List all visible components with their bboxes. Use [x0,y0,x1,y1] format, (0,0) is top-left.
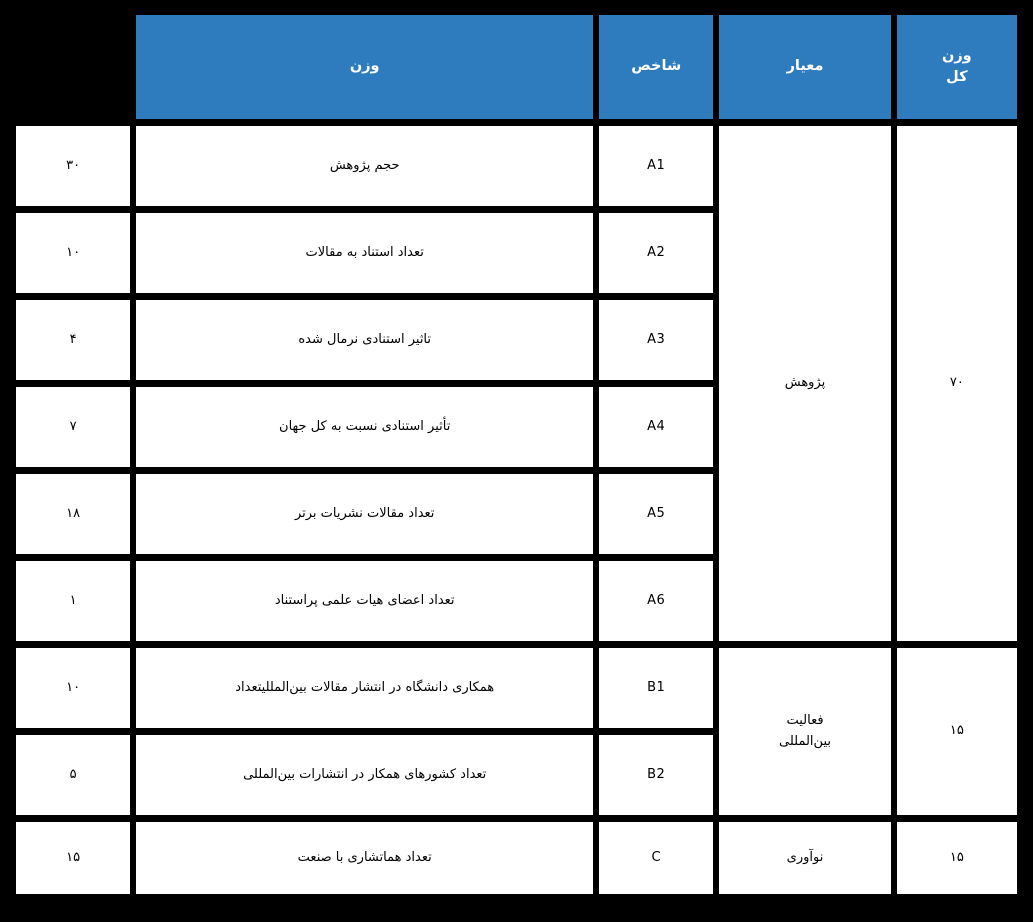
table-header [16,15,1017,119]
index-code: A6 [599,561,713,641]
index-code: B2 [599,735,713,815]
group-criterion-line2: بین‌المللی [779,733,831,749]
table-header-row [16,15,1017,119]
index-title: حجم پژوهش [136,126,593,206]
index-title: تعداد استناد به مقالات [136,213,593,293]
table-row [16,822,1017,894]
index-code: A5 [599,474,713,554]
group-criterion-line1: نوآوری [786,849,824,865]
group-total-weight: ۱۵ [897,648,1017,815]
index-code: A1 [599,126,713,206]
index-title: تأثیر استنادی نسبت به کل جهان [136,387,593,467]
index-title: تعداد مقالات نشریات برتر [136,474,593,554]
index-weight: ۴ [16,300,130,380]
index-weight: ۱۰ [16,213,130,293]
index-code: A3 [599,300,713,380]
criteria-weights-table [10,8,1023,901]
column-header-weight: وزن [136,15,593,119]
column-header-index: شاخص [599,15,713,119]
index-code: A2 [599,213,713,293]
group-criterion-label [719,126,890,641]
column-header-total-weight-line2: کل [946,69,968,85]
index-weight: ۷ [16,387,130,467]
group-criterion-label [719,822,890,894]
index-weight: ۱۵ [16,822,130,894]
table-body [16,126,1017,894]
group-total-weight: ۱۵ [897,822,1017,894]
index-code: B1 [599,648,713,728]
index-title: تاثیر استنادی نرمال شده [136,300,593,380]
group-criterion-line1: فعالیت [786,713,824,729]
group-criterion-line1: پژوهش [784,375,826,391]
group-total-weight: ۷۰ [897,126,1017,641]
index-weight: ۱۸ [16,474,130,554]
index-title: تعداد کشورهای همکار در انتشارات بین‌المللی [136,735,593,815]
group-criterion-label [719,648,890,815]
index-title: تعداد اعضای هیات علمی پراستناد [136,561,593,641]
column-header-total-weight [897,15,1017,119]
index-weight: ۱ [16,561,130,641]
table-row [16,648,1017,728]
table-row [16,126,1017,206]
column-header-criterion: معیار [719,15,890,119]
index-weight: ۳۰ [16,126,130,206]
index-code: C [599,822,713,894]
index-weight: ۵ [16,735,130,815]
index-code: A4 [599,387,713,467]
index-weight: ۱۰ [16,648,130,728]
index-title: تعداد هماتشاری با صنعت [136,822,593,894]
column-header-total-weight-line1: وزن [941,47,972,64]
index-title: همکاری دانشگاه در انتشار مقالات بین‌المللیتعداد [136,648,593,728]
